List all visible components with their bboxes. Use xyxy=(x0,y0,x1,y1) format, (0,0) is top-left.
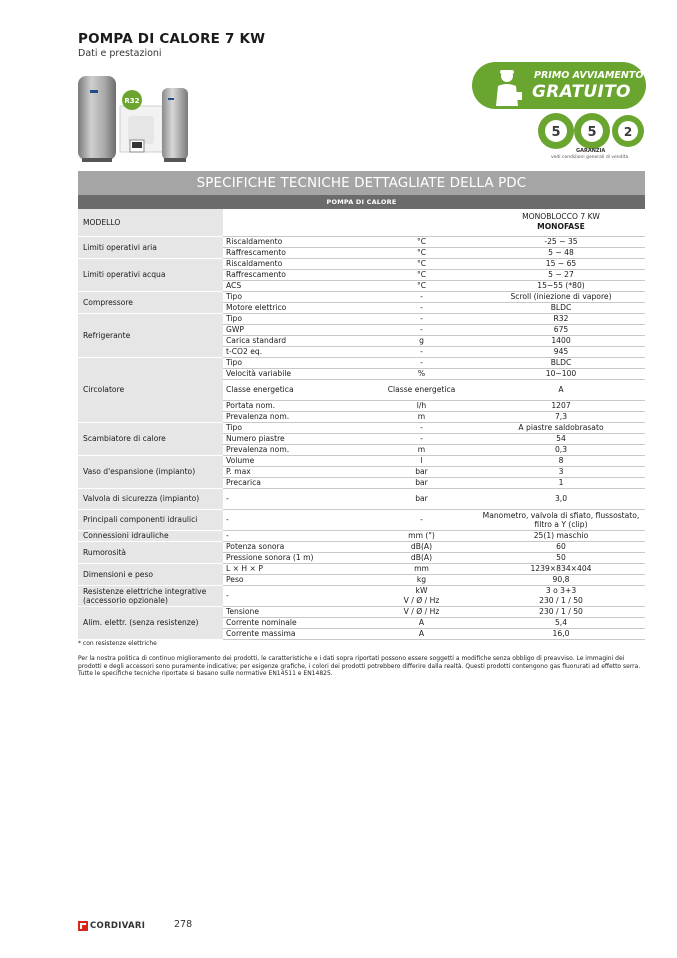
unit-cell: A xyxy=(366,628,477,639)
table-row xyxy=(78,357,645,368)
value-cell: 3,0 xyxy=(477,488,645,509)
footnote: * con resistenze elettriche xyxy=(78,640,157,647)
value-cell: R32 xyxy=(477,313,645,324)
unit-cell: dB(A) xyxy=(366,552,477,563)
param-cell: Raffrescamento xyxy=(223,269,366,280)
group-label: Rumorosità xyxy=(78,541,223,563)
param-cell: Classe energetica xyxy=(223,379,366,400)
param-cell: Tipo xyxy=(223,357,366,368)
unit-cell: m xyxy=(366,444,477,455)
value-line: 3 o 3+3 xyxy=(545,585,577,595)
page-subtitle: Dati e prestazioni xyxy=(78,48,162,59)
spec-table-subheading: POMPA DI CALORE xyxy=(78,195,645,209)
value-line: 230 / 1 / 50 xyxy=(539,595,583,605)
value-cell: 230 / 1 / 50 xyxy=(477,606,645,617)
value-cell: 5 ~ 27 xyxy=(477,269,645,280)
value-cell: 10~100 xyxy=(477,368,645,379)
model-value-line2: MONOFASE xyxy=(537,222,585,232)
group-label: Connessioni idrauliche xyxy=(78,530,223,541)
group-label: Scambiatore di calore xyxy=(78,422,223,455)
param-cell: GWP xyxy=(223,324,366,335)
unit-cell: g xyxy=(366,335,477,346)
value-cell: 1239×834×404 xyxy=(477,563,645,574)
group-label: Resistenze elettriche integrative (accessorio opzionale) xyxy=(78,585,223,606)
param-cell: Tensione xyxy=(223,606,366,617)
guarantee-seals xyxy=(534,112,644,150)
param-cell: Tipo xyxy=(223,291,366,302)
param-cell: Pressione sonora (1 m) xyxy=(223,552,366,563)
value-cell: 1207 xyxy=(477,400,645,411)
value-cell: 1 xyxy=(477,477,645,488)
brand-logo xyxy=(78,920,145,932)
param-cell: t-CO2 eq. xyxy=(223,346,366,357)
spec-table xyxy=(78,209,645,640)
unit-cell: - xyxy=(366,509,477,530)
param-cell: Prevalenza nom. xyxy=(223,444,366,455)
unit-cell: - xyxy=(366,357,477,368)
unit-cell: mm xyxy=(366,563,477,574)
param-cell: Portata nom. xyxy=(223,400,366,411)
unit-cell: - xyxy=(366,291,477,302)
table-row xyxy=(78,291,645,302)
unit-line: kW xyxy=(415,585,428,595)
unit-cell: dB(A) xyxy=(366,541,477,552)
value-cell: BLDC xyxy=(477,357,645,368)
group-label: Dimensioni e peso xyxy=(78,563,223,585)
table-row xyxy=(78,455,645,466)
group-label: Limiti operativi aria xyxy=(78,236,223,258)
model-value-line1: MONOBLOCCO 7 KW xyxy=(522,212,600,222)
seal-bollitori-value: 5 xyxy=(551,125,561,140)
unit-cell: % xyxy=(366,368,477,379)
value-cell xyxy=(477,585,645,606)
value-cell: Manometro, valvola di sfiato, flussostato, filtro a Y (clip) xyxy=(477,509,645,530)
cordivari-logo-icon xyxy=(78,921,88,931)
unit-cell: °C xyxy=(366,247,477,258)
unit-cell: Classe energetica xyxy=(366,379,477,400)
model-label: MODELLO xyxy=(78,209,223,236)
disclaimer: Per la nostra politica di continuo miglioramento dei prodotti, le caratteristiche e i dati sopra riportati possono essere soggetti a modifiche senza obbligo di preavviso. Le immagini dei prodotti e degli accessori sono puramente indicative; per esigenze grafiche, i colori dei prodotti potrebbero differire dalla realtà. Questi prodotti contengono gas fluorurati ad effetto serra. Tutte le specifiche tecniche riportate si basano sulle normative EN14511 e EN14825. xyxy=(78,655,641,677)
r32-badge-text: R32 xyxy=(124,97,140,105)
unit-line: V / Ø / Hz xyxy=(403,595,440,605)
value-cell: 60 xyxy=(477,541,645,552)
heat-pump-product-image xyxy=(78,72,190,164)
table-row xyxy=(78,422,645,433)
unit-cell: - xyxy=(366,433,477,444)
value-cell: BLDC xyxy=(477,302,645,313)
value-cell: 3 xyxy=(477,466,645,477)
table-row xyxy=(78,236,645,247)
group-label: Vaso d'espansione (impianto) xyxy=(78,455,223,488)
value-cell: 0,3 xyxy=(477,444,645,455)
value-cell: 15~55 (*80) xyxy=(477,280,645,291)
unit-cell: bar xyxy=(366,477,477,488)
unit-cell: m xyxy=(366,411,477,422)
param-cell: Motore elettrico xyxy=(223,302,366,313)
group-label: Compressore xyxy=(78,291,223,313)
table-row xyxy=(78,509,645,530)
unit-cell: - xyxy=(366,324,477,335)
value-cell: 54 xyxy=(477,433,645,444)
group-label: Principali componenti idraulici xyxy=(78,509,223,530)
seal-pompa xyxy=(612,115,644,147)
promo-line1: PRIMO AVVIAMENTO xyxy=(534,70,644,81)
guarantee-note: vedi condizioni generali di vendita xyxy=(551,155,629,160)
table-row xyxy=(78,541,645,552)
unit-cell: - xyxy=(366,422,477,433)
unit-cell: °C xyxy=(366,236,477,247)
spec-table-heading: SPECIFICHE TECNICHE DETTAGLIATE DELLA PDC xyxy=(78,171,645,195)
value-cell: A xyxy=(477,379,645,400)
param-cell: - xyxy=(223,530,366,541)
unit-cell: - xyxy=(366,313,477,324)
model-row xyxy=(78,209,645,236)
unit-cell: - xyxy=(366,346,477,357)
page-number: 278 xyxy=(174,919,193,930)
param-cell: Corrente nominale xyxy=(223,617,366,628)
technician-icon xyxy=(490,68,524,106)
group-label: Alim. elettr. (senza resistenze) xyxy=(78,606,223,639)
param-cell: Velocità variabile xyxy=(223,368,366,379)
param-cell: P. max xyxy=(223,466,366,477)
guarantee-label: GARANZIA xyxy=(576,148,606,154)
value-cell: Scroll (iniezione di vapore) xyxy=(477,291,645,302)
table-row xyxy=(78,313,645,324)
param-cell: Peso xyxy=(223,574,366,585)
value-cell: -25 ~ 35 xyxy=(477,236,645,247)
value-cell: A piastre saldobrasato xyxy=(477,422,645,433)
param-cell: Corrente massima xyxy=(223,628,366,639)
unit-cell: °C xyxy=(366,280,477,291)
brand-name: CORDIVARI xyxy=(90,921,146,931)
unit-cell: A xyxy=(366,617,477,628)
group-label: Refrigerante xyxy=(78,313,223,357)
table-row xyxy=(78,606,645,617)
param-cell: Riscaldamento xyxy=(223,236,366,247)
promo-block xyxy=(472,62,646,166)
unit-cell: bar xyxy=(366,466,477,477)
unit-cell: V / Ø / Hz xyxy=(366,606,477,617)
seal-compressore xyxy=(574,113,610,149)
param-cell: - xyxy=(223,488,366,509)
table-row xyxy=(78,488,645,509)
value-cell: 16,0 xyxy=(477,628,645,639)
value-cell: 90,8 xyxy=(477,574,645,585)
group-label: Valvola di sicurezza (impianto) xyxy=(78,488,223,509)
unit-cell: mm (") xyxy=(366,530,477,541)
seal-bollitori xyxy=(538,113,574,149)
param-cell: Numero piastre xyxy=(223,433,366,444)
page-title: POMPA DI CALORE 7 KW xyxy=(78,31,266,47)
value-cell: 5 ~ 48 xyxy=(477,247,645,258)
param-cell: Tipo xyxy=(223,422,366,433)
param-cell: Tipo xyxy=(223,313,366,324)
param-cell: Carica standard xyxy=(223,335,366,346)
unit-cell: - xyxy=(366,302,477,313)
unit-cell: °C xyxy=(366,269,477,280)
param-cell: Volume xyxy=(223,455,366,466)
param-cell: - xyxy=(223,509,366,530)
value-cell: 675 xyxy=(477,324,645,335)
unit-cell xyxy=(366,585,477,606)
table-row xyxy=(78,563,645,574)
param-cell: - xyxy=(223,585,366,606)
value-cell: 15 ~ 65 xyxy=(477,258,645,269)
seal-pompa-value: 2 xyxy=(623,125,633,139)
param-cell: Raffrescamento xyxy=(223,247,366,258)
model-value xyxy=(477,209,645,236)
param-cell: Riscaldamento xyxy=(223,258,366,269)
unit-cell: bar xyxy=(366,488,477,509)
promo-line2: GRATUITO xyxy=(532,82,631,102)
unit-cell: l/h xyxy=(366,400,477,411)
table-row xyxy=(78,585,645,606)
unit-cell: l xyxy=(366,455,477,466)
table-row xyxy=(78,530,645,541)
param-cell: Prevalenza nom. xyxy=(223,411,366,422)
seal-compressore-value: 5 xyxy=(587,125,597,140)
value-cell: 1400 xyxy=(477,335,645,346)
group-label: Limiti operativi acqua xyxy=(78,258,223,291)
param-cell: L × H × P xyxy=(223,563,366,574)
value-cell: 8 xyxy=(477,455,645,466)
param-cell: Potenza sonora xyxy=(223,541,366,552)
value-cell: 945 xyxy=(477,346,645,357)
table-row xyxy=(78,258,645,269)
value-cell: 50 xyxy=(477,552,645,563)
value-cell: 7,3 xyxy=(477,411,645,422)
value-cell: 25(1) maschio xyxy=(477,530,645,541)
unit-cell: kg xyxy=(366,574,477,585)
unit-cell: °C xyxy=(366,258,477,269)
param-cell: Precarica xyxy=(223,477,366,488)
param-cell: ACS xyxy=(223,280,366,291)
value-cell: 5,4 xyxy=(477,617,645,628)
group-label: Circolatore xyxy=(78,357,223,422)
